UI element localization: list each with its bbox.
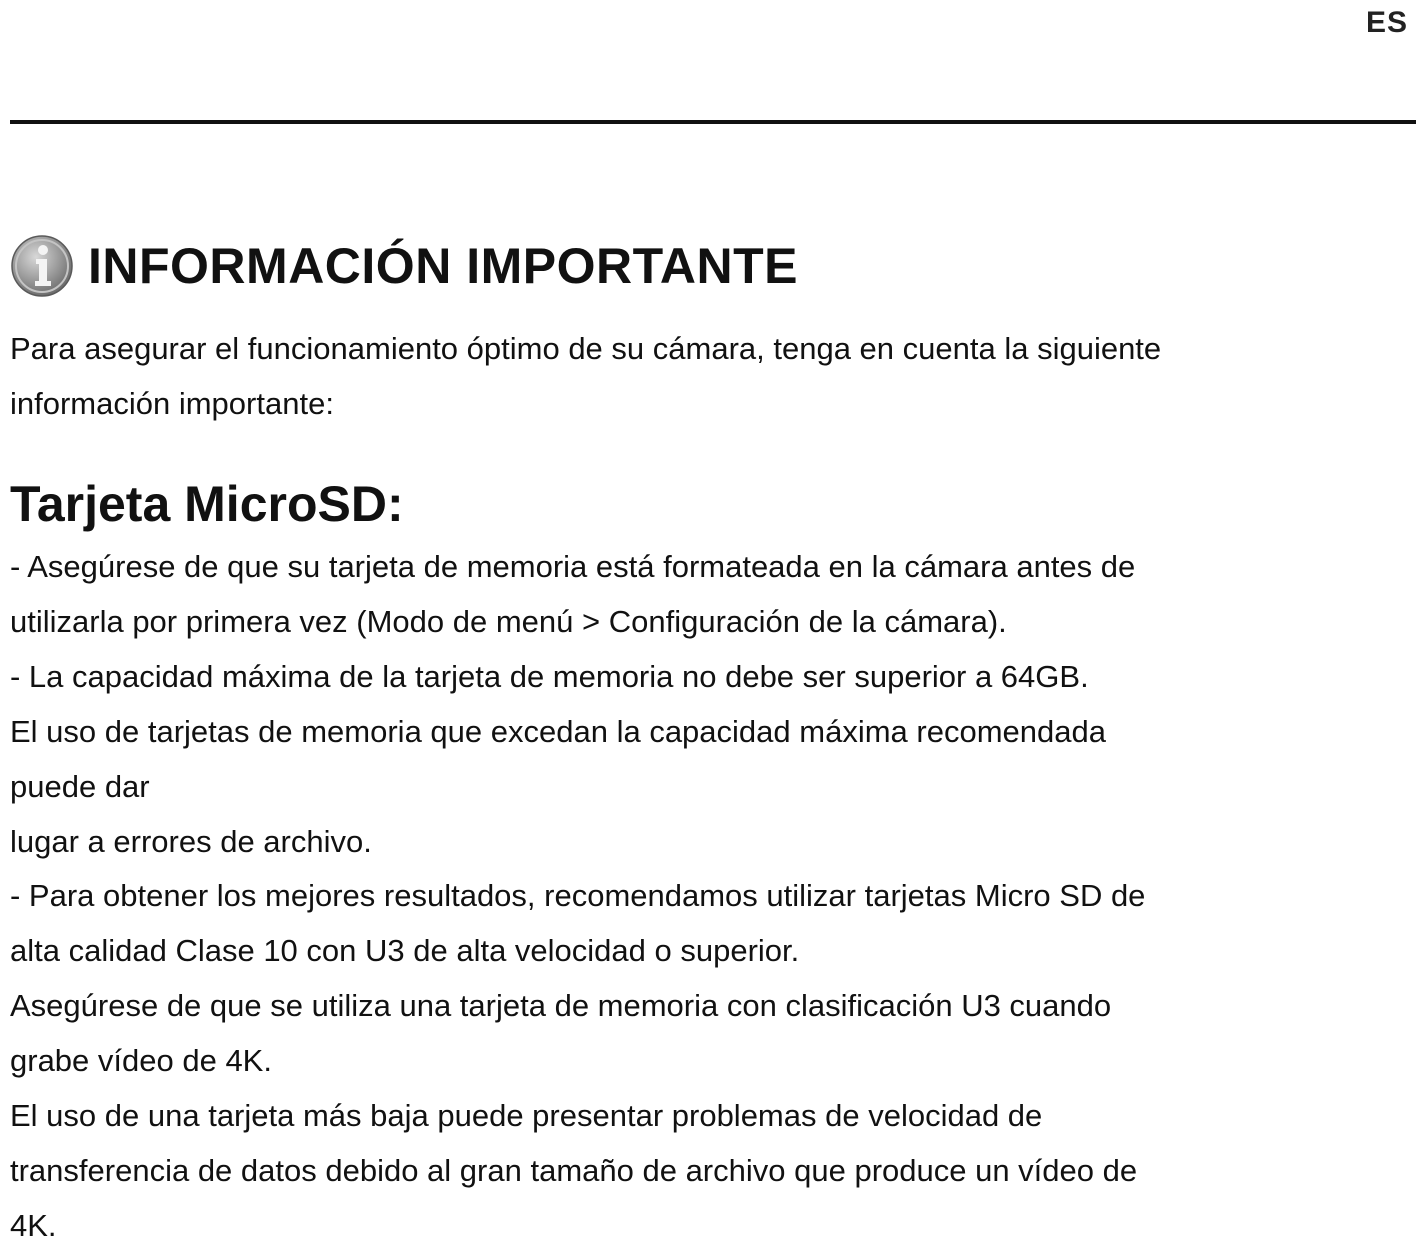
body-line: El uso de una tarjeta más baja puede presentar problemas de velocidad de xyxy=(10,1098,1043,1134)
intro-line: Para asegurar el funcionamiento óptimo de su cámara, tenga en cuenta la siguiente xyxy=(10,331,1162,366)
body-line: - La capacidad máxima de la tarjeta de memoria no debe ser superior a 64GB. xyxy=(10,658,1089,694)
body-line: - Para obtener los mejores resultados, recomendamos utilizar tarjetas Micro SD de xyxy=(10,878,1146,914)
body-line: transferencia de datos debido al gran tamaño de archivo que produce un vídeo de xyxy=(10,1152,1138,1188)
intro-line: información importante: xyxy=(10,386,334,421)
body-line: Asegúrese de que se utiliza una tarjeta de memoria con clasificación U3 cuando xyxy=(10,988,1112,1024)
header-divider xyxy=(10,120,1416,124)
intro-paragraph xyxy=(10,321,1330,431)
body-line: alta calidad Clase 10 con U3 de alta velocidad o superior. xyxy=(10,933,800,969)
section-title: Tarjeta MicroSD: xyxy=(10,476,404,532)
section-body xyxy=(10,540,1390,1254)
language-code: ES xyxy=(1365,6,1408,39)
body-line: - Asegúrese de que su tarjeta de memoria está formateada en la cámara antes de xyxy=(10,549,1136,584)
page-title: INFORMACIÓN IMPORTANTE xyxy=(88,238,799,294)
info-icon xyxy=(10,234,74,298)
body-line: lugar a errores de archivo. xyxy=(10,823,372,859)
title-row xyxy=(10,234,798,298)
body-line: grabe vídeo de 4K. xyxy=(10,1043,272,1079)
body-line: El uso de tarjetas de memoria que excedan la capacidad máxima recomendada xyxy=(10,713,1106,749)
body-line: 4K. xyxy=(10,1207,57,1243)
body-line: puede dar xyxy=(10,768,150,804)
body-line: utilizarla por primera vez (Modo de menú > Configuración de la cámara). xyxy=(10,603,1007,639)
